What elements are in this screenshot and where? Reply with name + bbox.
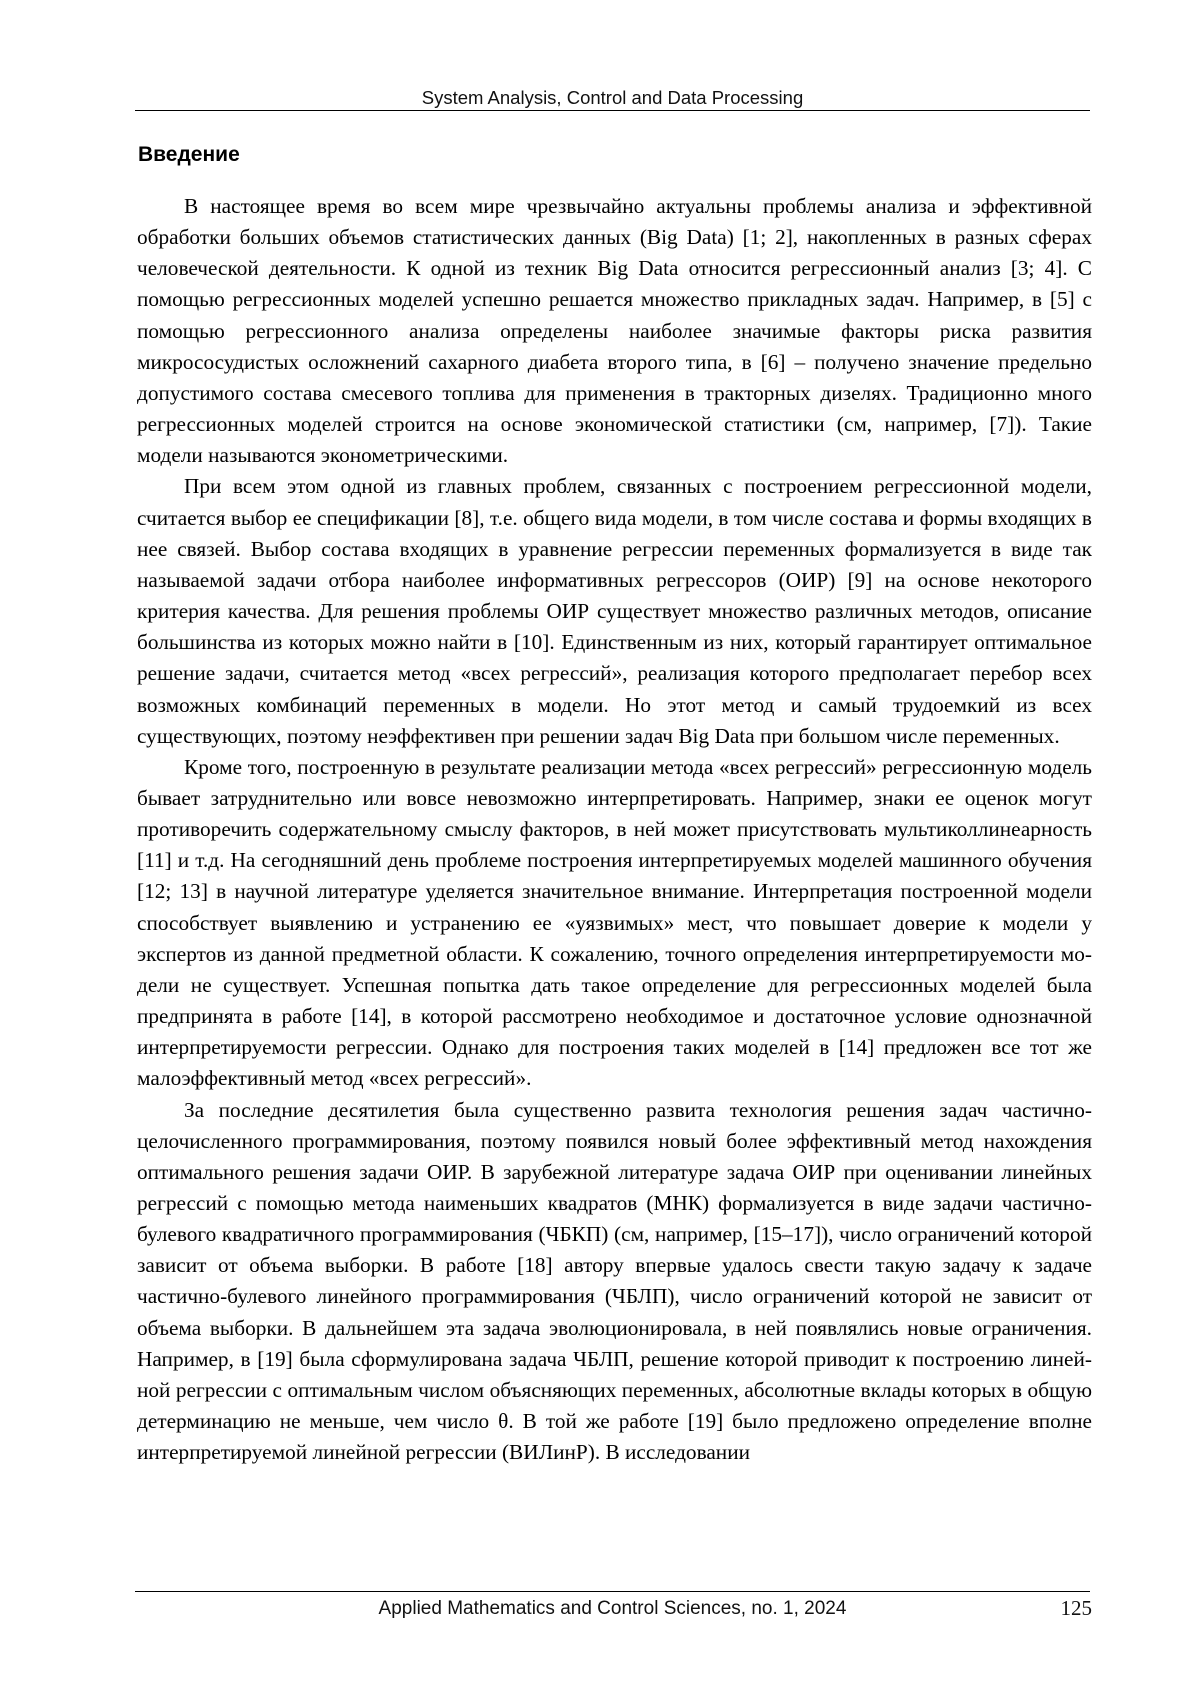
section-title: Введение: [138, 143, 240, 167]
document-page: [0, 0, 1200, 1698]
body-text: [137, 191, 1092, 1468]
running-header: System Analysis, Control and Data Processing: [135, 86, 1090, 110]
header-rule: [135, 110, 1090, 111]
footer-rule: [135, 1591, 1090, 1592]
paragraph-2: При всем этом одной из главных проблем, связанных с построением регрессионной мо­дели, считается выбор ее спецификации [8], т.е. общего вида модели, в том числе состава и формы входящих в нее связей. Выбор состава входящих в уравнение регрессии переменных формализуется в виде так называемой задачи отбора наиболее информативных регрессоров (ОИР) [9] на основе некоторого критерия качества. Для решения проблемы ОИР существует множество различных методов, описание большинства из которых можно найти в [10]. Един­ственным из них, который гарантирует оптимальное решение задачи, считается метод «всех регрессий», реализация которого предполагает перебор всех возможных комбинаций пере­менных в модели. Но этот метод и самый трудоемкий из всех существующих, поэтому неэф­фективен при решении задач Big Data при большом числе переменных.: [137, 471, 1092, 751]
paragraph-3: Кроме того, построенную в результате реализации метода «всех регрессий» регресси­онную модель бывает затруднительно или вовсе невозможно интерпретировать. Например, знаки ее оценок могут противоречить содержательному смыслу факторов, в ней может присутствовать мультиколлинеарность [11] и т.д. На сегодняшний день проблеме построе­ния интерпретируемых моделей машинного обучения [12; 13] в научной литературе уделя­ется значительное внимание. Интерпретация построенной модели способствует выявле­нию и устранению ее «уязвимых» мест, что повышает доверие к модели у экспертов из данной предметной области. К сожалению, точного определения интерпретируемости мо­дели не существует. Успешная попытка дать такое определение для регрессионных моде­лей была предпринята в работе [14], в которой рассмотрено необходимое и достаточное условие однозначной интерпретируемости регрессии. Однако для построения таких моде­лей в [14] предложен все тот же малоэффективный метод «всех регрессий».: [137, 752, 1092, 1095]
paragraph-4: За последние десятилетия была существенно развита технология решения задач частич­но-целочисленного программирования, поэтому появился новый более эффективный метод нахождения оптимального решения задачи ОИР. В зарубежной литературе задача ОИР при оценивании линейных регрессий с помощью метода наименьших квадратов (МНК) форма­лизуется в виде задачи частично-булевого квадратичного программирования (ЧБКП) (см, например, [15–17]), число ограничений которой зависит от объема выборки. В работе [18] автору впервые удалось свести такую задачу к задаче частично-булевого линейного про­граммирования (ЧБЛП), число ограничений которой не зависит от объема выборки. В даль­нейшем эта задача эволюционировала, в ней появлялись новые ограничения. Например, в [19] была сформулирована задача ЧБЛП, решение которой приводит к построению линей­ной регрессии с оптимальным числом объясняющих переменных, абсолютные вклады кото­рых в общую детерминацию не меньше, чем число θ. В той же работе [19] было предложе­но определение вполне интерпретируемой линейной регрессии (ВИЛинР). В исследовании: [137, 1095, 1092, 1469]
page-number: 125: [1061, 1595, 1093, 1621]
paragraph-1: В настоящее время во всем мире чрезвычайно актуальны проблемы анализа и эффектив­ной обработки больших объемов статистических данных (Big Data) [1; 2], накопленных в раз­ных сферах человеческой деятельности. К одной из техник Big Data относится регрессионный анализ [3; 4]. С помощью регрессионных моделей успешно решается множество прикладных задач. Например, в [5] с помощью регрессионного анализа определены наиболее значимые факторы риска развития микрососудистых осложнений сахарного диабета второго типа, в [6] – получено значение предельно допустимого состава смесевого топлива для применения в трак­торных дизелях. Традиционно много регрессионных моделей строится на основе экономиче­ской статистики (см, например, [7]). Такие модели называются эконометрическими.: [137, 191, 1092, 471]
footer-journal: Applied Mathematics and Control Sciences, no. 1, 2024: [135, 1596, 1090, 1622]
